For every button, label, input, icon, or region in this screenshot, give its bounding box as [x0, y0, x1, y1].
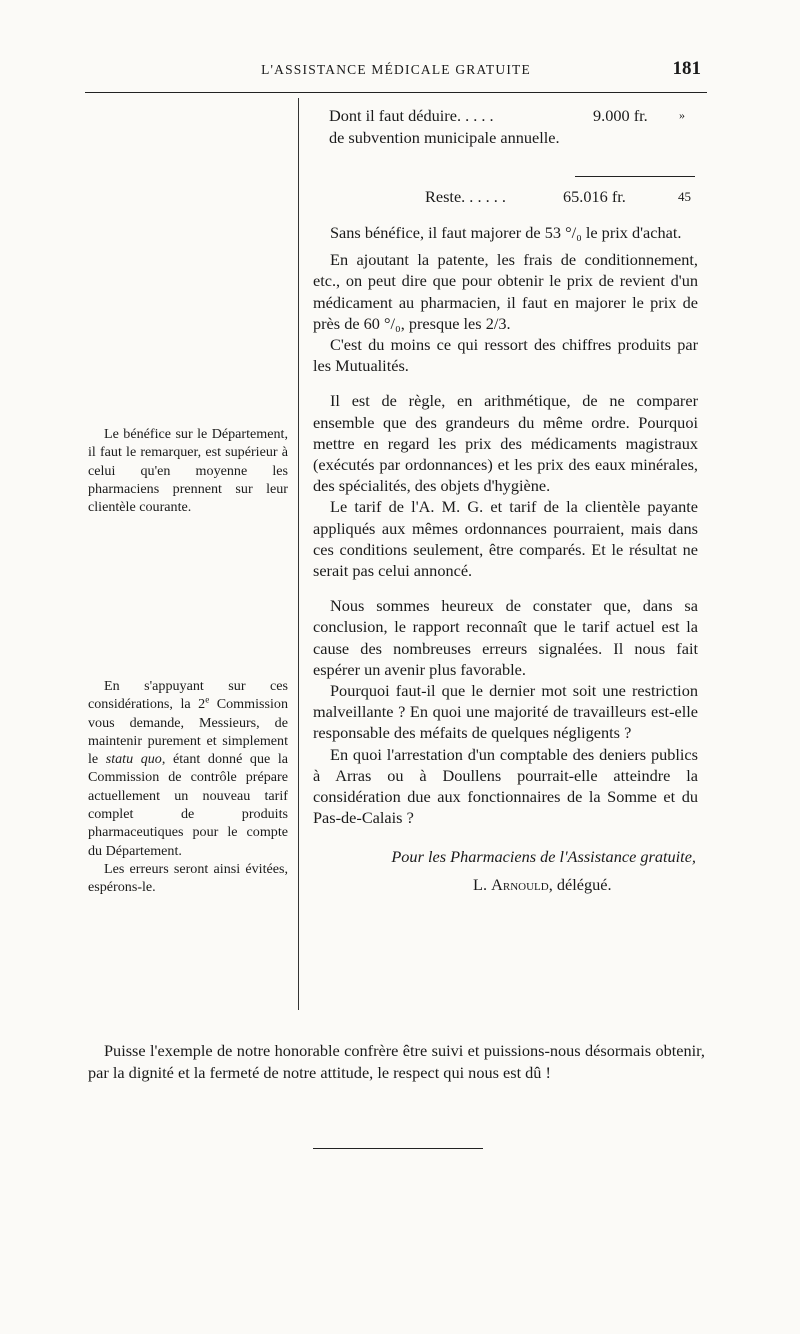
calculation-block [313, 100, 698, 222]
main-column [313, 100, 698, 895]
reste-amount: 65.016 fr. [563, 187, 626, 206]
paragraph: Nous sommes heureux de constater que, dans sa conclusion, le rapport reconnaît que le tarif actuel est la cause des nombreuses erreurs signalées. Il nous fait espérer un avenir plus favorable. [313, 596, 698, 679]
page-number: 181 [672, 58, 701, 79]
signature-name: L. Arnould, délégué. [473, 874, 612, 894]
running-title: L'ASSISTANCE MÉDICALE GRATUITE [261, 62, 531, 77]
deduction-cents: » [679, 108, 685, 122]
paragraph: En quoi l'arrestation d'un comptable des deniers publics à Arras ou à Doullens pourrait-elle atteindre la considération due aux fonctionnaires de la Somme et du Pas-de-Calais ? [313, 744, 698, 828]
reste-label: Reste. . . . . . [425, 187, 506, 206]
reste-cents: 45 [678, 189, 691, 204]
paragraph: Le tarif de l'A. M. G. et tarif de la clientèle payante appliqués aux mêmes ordonnances pourraient, mais dans ces conditions seulement, être comparés. Et le résultat ne serait pas celui annoncé. [313, 497, 698, 581]
header-rule [85, 92, 707, 93]
paragraph: Pourquoi faut-il que le dernier mot soit une restriction malveillante ? En quoi une majorité de travailleurs est-elle responsable des méfaits de quelques négligents ? [313, 681, 698, 743]
paragraph: C'est du moins ce qui ressort des chiffres produits par les Mutualités. [313, 335, 698, 376]
page-header [85, 58, 707, 88]
signature-line: Pour les Pharmaciens de l'Assistance gratuite, [391, 847, 696, 867]
margin-note-1: Le bénéfice sur le Département, il faut le remarquer, est supérieur à celui qu'en moyenne les pharmaciens prennent sur leur clientèle courante. [88, 426, 288, 516]
paragraph: Il est de règle, en arithmétique, de ne comparer ensemble que des grandeurs du même ordre. Pourquoi mettre en regard les prix des médicaments magistraux (exécutés par ordonnances) et les prix des eaux minérales, des spécialités, des objets d'hygiène. [313, 391, 698, 496]
deduction-amount: 9.000 fr. [593, 106, 648, 125]
sum-rule [575, 176, 695, 177]
paragraph: En ajoutant la patente, les frais de conditionnement, etc., on peut dire que pour obtenir le prix de revient d'un médicament au pharmacien, il faut en majorer le prix de près de 60 °/₀, presque les 2/3. [313, 250, 698, 333]
margin-note-3: Les erreurs seront ainsi évitées, espérons-le. [88, 860, 288, 896]
end-rule [313, 1148, 483, 1149]
paragraph: Sans bénéfice, il faut majorer de 53 °/₀ le prix d'achat. [330, 223, 682, 242]
closing-paragraph: Puisse l'exemple de notre honorable confrère être suivi et puissions-nous désormais obtenir, par la dignité et la fermeté de notre attitude, le respect qui nous est dû ! [88, 1041, 705, 1082]
margin-note-2: En s'appuyant sur ces considérations, la 2e Commission vous demande, Messieurs, de maintenir purement et simplement le statu quo, étant donné que la Commission de contrôle prépare actuellement un nouveau tarif complet de produits pharmaceutiques pour le compte du Département. Les erreurs seront ainsi évitées, espérons-le. [88, 678, 288, 896]
deduction-label: Dont il faut déduire. . . . . de subvention municipale annuelle. [329, 106, 560, 147]
column-divider [298, 98, 299, 1010]
